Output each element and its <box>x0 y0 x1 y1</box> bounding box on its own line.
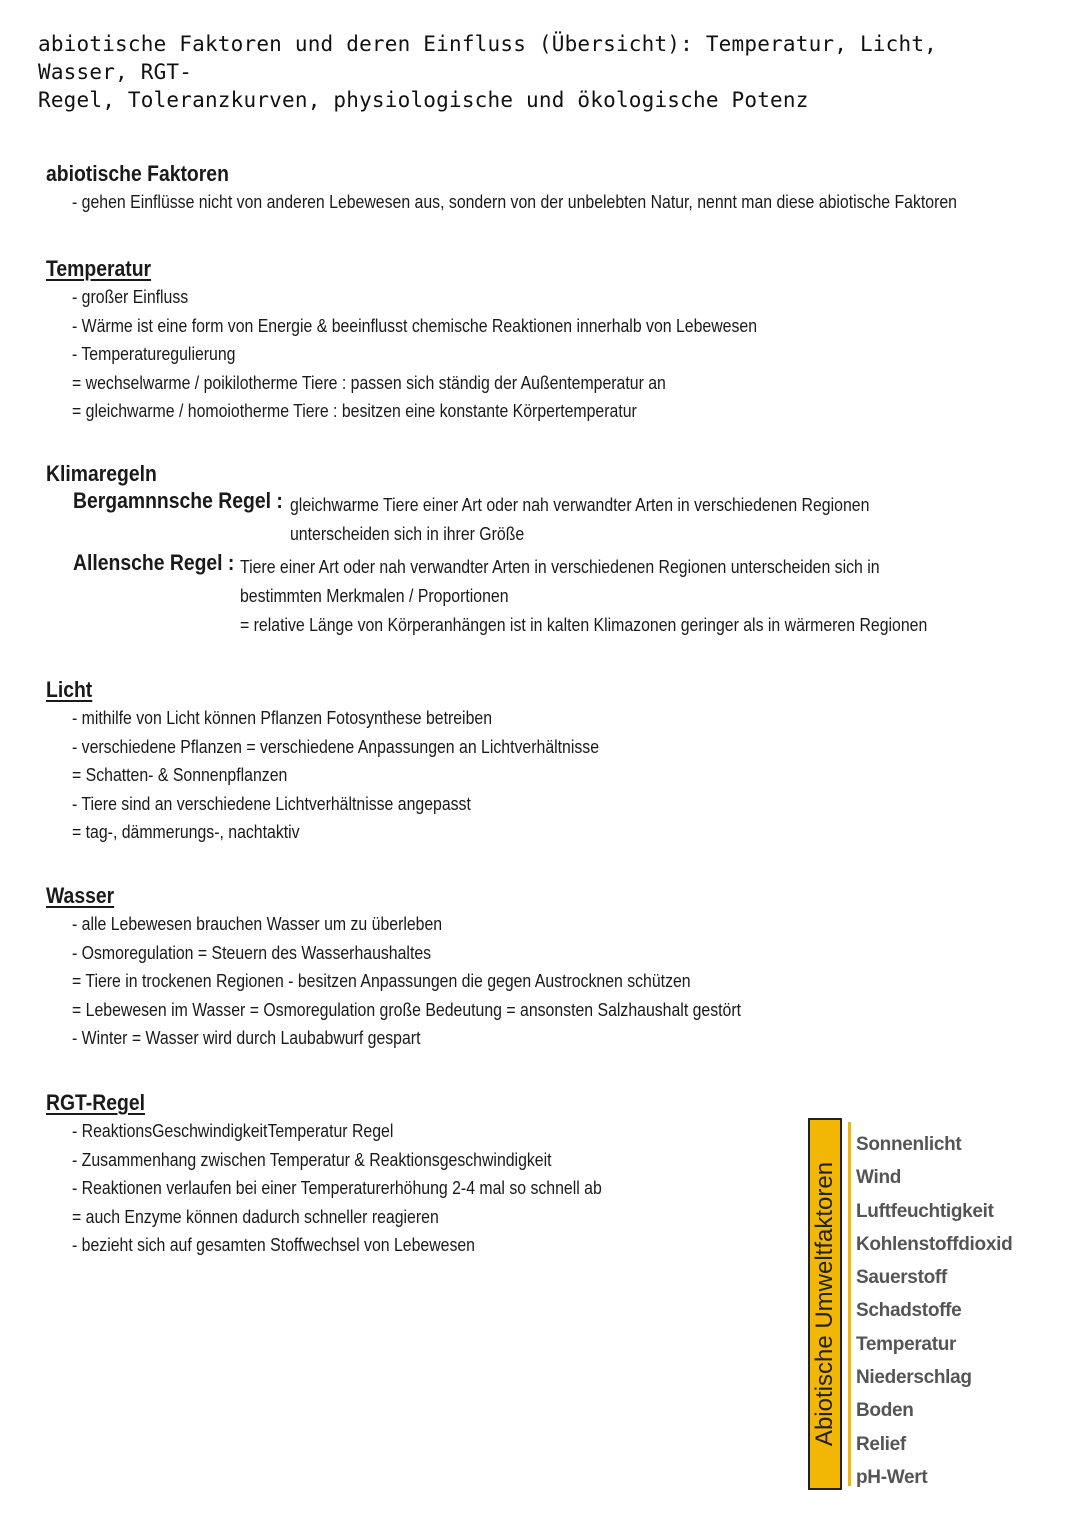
rule-name: Bergamnnsche Regel : <box>73 488 283 513</box>
allen-rule <box>73 550 1046 640</box>
rule-name: Allensche Regel : <box>73 550 235 575</box>
section-heading: abiotische Faktoren <box>46 161 229 186</box>
text-line: Tiere einer Art oder nah verwandter Arten in verschiedenen Regionen unterscheiden sich in <box>240 557 880 577</box>
list-item: Schadstoffe <box>856 1300 962 1322</box>
text-line: - Wärme ist eine form von Energie & beeinflusst chemische Reaktionen innerhalb von Lebewesen <box>72 315 758 336</box>
title-line-1: abiotische Faktoren und deren Einfluss (Übersicht): Temperatur, Licht, Wasser, RGT- <box>38 32 938 84</box>
section-wasser <box>46 882 1046 1053</box>
list-item: Sonnenlicht <box>856 1134 962 1155</box>
section-klimaregeln <box>46 460 1046 640</box>
text-line: - gehen Einflüsse nicht von anderen Lebewesen aus, sondern von der unbelebten Natur, nennt man diese abiotische Faktoren <box>72 192 957 212</box>
text-line: - Winter = Wasser wird durch Laubabwurf gespart <box>72 1028 421 1048</box>
text-line: unterscheiden sich in ihrer Größe <box>290 524 525 544</box>
list-item: pH-Wert <box>856 1466 928 1488</box>
text-line: bestimmten Merkmalen / Proportionen <box>240 586 509 606</box>
list-item: Boden <box>856 1400 914 1422</box>
text-line: - alle Lebewesen brauchen Wasser um zu überleben <box>72 914 443 934</box>
list-item: Temperatur <box>856 1333 957 1355</box>
title-line-2: Regel, Toleranzkurven, physiologische und ökologische Potenz <box>38 88 809 112</box>
text-line: - ReaktionsGeschwindigkeitTemperatur Regel <box>72 1121 394 1141</box>
list-item: Sauerstoff <box>856 1267 947 1289</box>
text-line: = Tiere in trockenen Regionen - besitzen Anpassungen die gegen Austrocknen schützen <box>72 971 691 991</box>
text-line: - großer Einfluss <box>72 287 189 307</box>
section-heading: RGT-Regel <box>46 1090 145 1115</box>
section-heading: Klimaregeln <box>46 461 157 486</box>
vertical-label: Abiotische Umweltfaktoren <box>811 1161 838 1447</box>
text-line: - Temperaturegulierung <box>72 344 236 364</box>
list-item: Kohlenstoffdioxid <box>856 1233 1013 1255</box>
rule-text <box>290 491 869 549</box>
text-line: - bezieht sich auf gesamten Stoffwechsel von Lebewesen <box>72 1235 475 1255</box>
text-line: - Reaktionen verlaufen bei einer Temperaturerhöhung 2-4 mal so schnell ab <box>72 1178 602 1198</box>
section-heading: Wasser <box>46 883 115 908</box>
section-heading: Licht <box>46 677 93 702</box>
section-abiotische-faktoren <box>46 160 1046 217</box>
factor-list <box>856 1128 1012 1494</box>
text-line: = Lebewesen im Wasser = Osmoregulation große Bedeutung = ansonsten Salzhaushalt gestört <box>72 999 742 1020</box>
abiotic-factors-graphic <box>808 1118 1028 1492</box>
rule-text <box>240 553 927 640</box>
text-line: = relative Länge von Körperanhängen ist in kalten Klimazonen geringer als in wärmeren Regionen <box>240 615 928 635</box>
list-item: Niederschlag <box>856 1367 972 1389</box>
list-item: Luftfeuchtigkeit <box>856 1200 994 1222</box>
text-line: - verschiedene Pflanzen = verschiedene Anpassungen an Lichtverhältnisse <box>72 736 600 757</box>
text-line: = tag-, dämmerungs-, nachtaktiv <box>72 822 300 842</box>
section-licht <box>46 676 1046 847</box>
page-title <box>38 30 1038 114</box>
list-item: Relief <box>856 1433 906 1455</box>
section-temperatur <box>46 255 1046 426</box>
text-line: - Osmoregulation = Steuern des Wasserhaushaltes <box>72 942 432 963</box>
text-line: - mithilfe von Licht können Pflanzen Fotosynthese betreiben <box>72 708 493 728</box>
text-line: - Tiere sind an verschiedene Lichtverhältnisse angepasst <box>72 793 471 814</box>
text-line: = auch Enzyme können dadurch schneller reagieren <box>72 1206 439 1227</box>
text-line: = gleichwarme / homoiotherme Tiere : besitzen eine konstante Körpertemperatur <box>72 401 637 421</box>
text-line: = wechselwarme / poikilotherme Tiere : passen sich ständig der Außentemperatur an <box>72 372 666 393</box>
list-item: Wind <box>856 1167 902 1189</box>
text-line: - Zusammenhang zwischen Temperatur & Reaktionsgeschwindigkeit <box>72 1149 552 1170</box>
text-line: gleichwarme Tiere einer Art oder nah verwandter Arten in verschiedenen Regionen <box>290 495 870 515</box>
bracket-line <box>848 1122 851 1486</box>
text-line: = Schatten- & Sonnenpflanzen <box>72 765 288 785</box>
section-heading: Temperatur <box>46 256 152 281</box>
bergmann-rule <box>73 488 1046 550</box>
